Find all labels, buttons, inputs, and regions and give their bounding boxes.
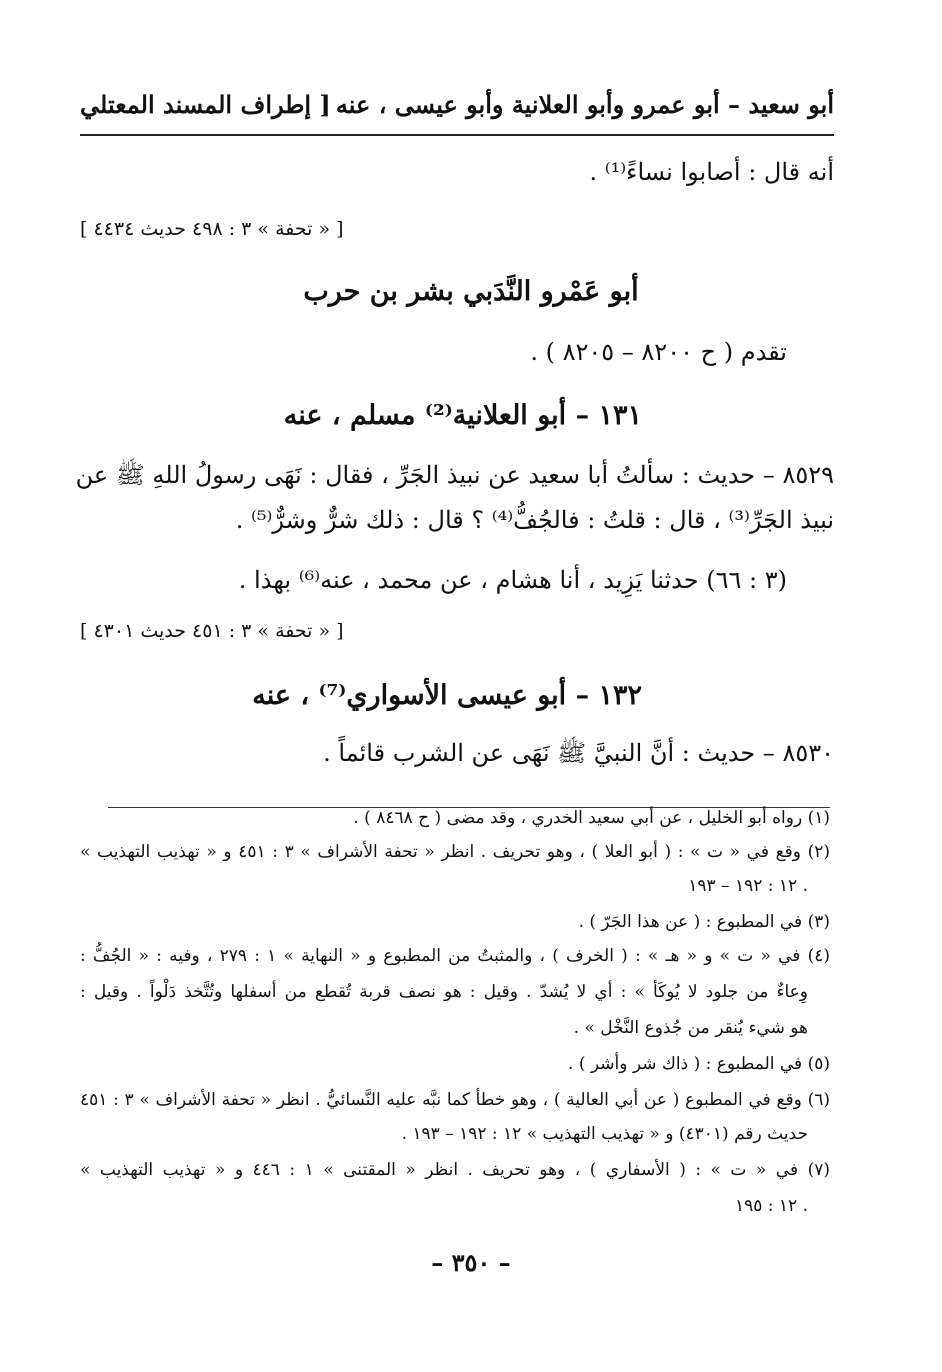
footnote-3: (٣) في المطبوع : ( عن هذا الجَرّ ) . [578,912,830,932]
section-heading-132: ١٣٢ – أبو عيسى الأسواري⁽⁷⁾ ، عنه [252,680,642,711]
running-header-right: أبو سعيد – أبو عمرو وأبو العلانية وأبو عيسى ، عنه [335,90,834,119]
hadith-8529-line-1: ٨٥٢٩ – حديث : سألتُ أبا سعيد عن نبيذ الجَرِّ ، فقال : نَهَى رسولُ اللهِ ﷺ عن [75,461,834,489]
hadith-8529-line-2: نبيذ الجَرِّ⁽³⁾ ، قال : قلتُ : فالجُفُّ⁽⁴⁾ ؟ قال : ذلك شرٌّ وشرٌّ⁽⁵⁾ . [235,506,834,534]
reference-tuhfa-2: [ « تحفة » ٣ : ٤٥١ حديث ٤٣٠١ ] [80,620,344,642]
page-number: – ٣٥٠ – [431,1248,511,1277]
advance-note: تقدم ( ح ٨٢٠٠ – ٨٢٠٥ ) . [530,338,787,366]
footnote-7-line-2: ١٢ : ١٩٥ . [734,1196,808,1216]
footnote-4-line-1: (٤) في « ت » و « هـ » : ( الخرف ) ، والمثبتُ من المطبوع و « النهاية » ١ : ٢٧٩ ، وفيه : « الجُفُّ : [80,946,830,966]
footnote-4-line-3: هو شيء يُنقر من جُذوع النَّخْل » . [573,1018,808,1038]
footnote-4-line-2: وِعاءٌ من جلود لا يُوكَأ » : أي لا يُشدّ . وقيل : هو نصف قربة تُقطع من أسفلها وتُتَّخذ دَلْواً . وقيل : [80,982,808,1002]
section-heading-131: ١٣١ – أبو العلانية⁽²⁾ مسلم ، عنه [283,400,642,431]
section-person-title: أبو عَمْرو النَّدَبي بشر بن حرب [303,276,639,307]
intro-line: أنه قال : أصابوا نساءً⁽¹⁾ . [589,158,834,186]
footnote-1: (١) رواه أبو الخليل ، عن أبي سعيد الخدري ، وقد مضى ( ح ٨٤٦٨ ) . [353,808,830,828]
footnote-6-line-1: (٦) وقع في المطبوع ( عن أبي العالية ) ، وهو خطأ كما نبَّه عليه النَّسائيُّ . انظر « تحفة الأشراف » ٣ : ٤٥١ [80,1090,830,1110]
footnote-2-line-2: ١٢ : ١٩٢ – ١٩٣ . [688,876,808,896]
footnote-2-line-1: (٢) وقع في « ت » : ( أبو العلا ) ، وهو تحريف . انظر « تحفة الأشراف » ٣ : ٤٥١ و « تهذيب التهذيب » [80,842,830,862]
footnote-5: (٥) في المطبوع : ( ذاك شر وأشر ) . [568,1054,830,1074]
header-rule [80,134,834,136]
hadith-8530: ٨٥٣٠ – حديث : أنَّ النبيَّ ﷺ نَهَى عن الشرب قائماً . [323,739,834,767]
hadith-8529-isnad: (٣ : ٦٦) حدثنا يَزِيد ، أنا هشام ، عن محمد ، عنه⁽⁶⁾ بهذا . [238,566,787,594]
reference-tuhfa-1: [ « تحفة » ٣ : ٤٩٨ حديث ٤٤٣٤ ] [80,218,344,240]
running-header-left: [ إطراف المسند المعتلي [80,90,331,119]
footnote-6-line-2: حديث رقم (٤٣٠١) و « تهذيب التهذيب » ١٢ : ١٩٢ – ١٩٣ . [401,1124,808,1144]
footnote-7-line-1: (٧) في « ت » : ( الأسفاري ) ، وهو تحريف . انظر « المقتنى » ١ : ٤٤٦ و « تهذيب التهذيب » [80,1160,830,1180]
